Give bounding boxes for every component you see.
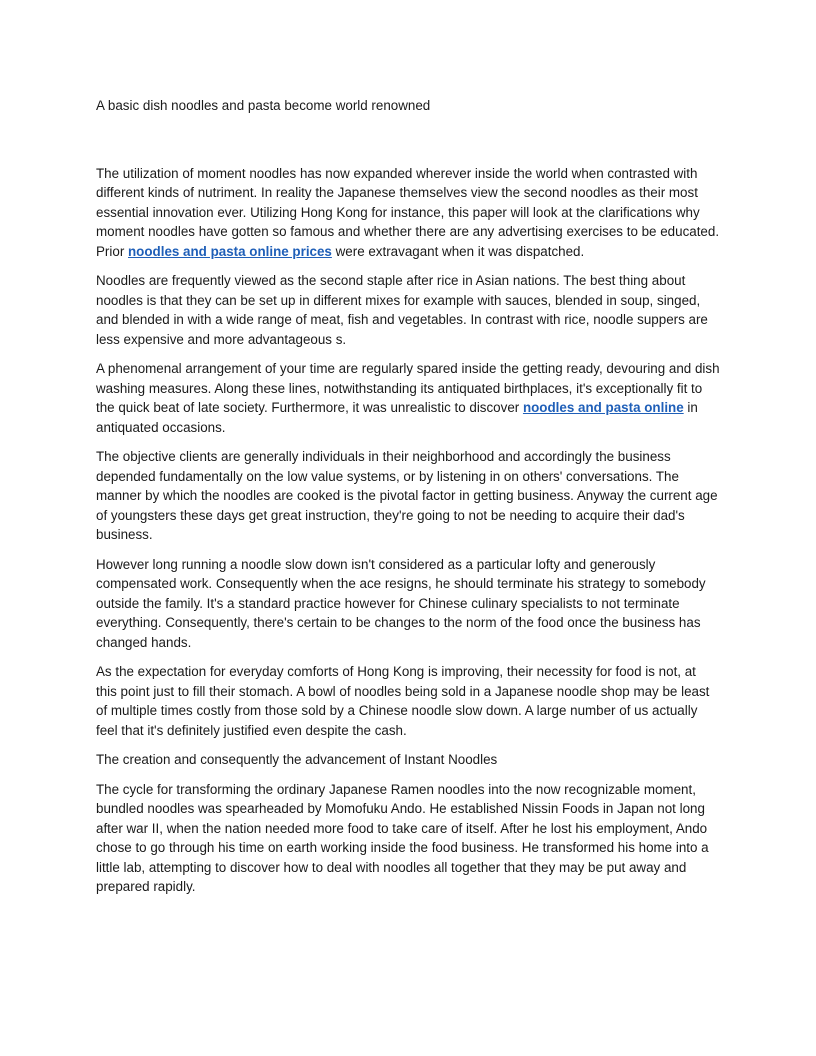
paragraph-6: As the expectation for everyday comforts of Hong Kong is improving, their necessity for food is not, at this point just to fill their stomach. A bowl of noodles being sold in a Japanese noodle shop may be least of multiple times costly from those sold by a Chinese noodle slow down. A large number of us actually feel that it's definitely justified even despite the cash. xyxy=(96,664,710,738)
paragraph-3 xyxy=(96,359,720,437)
paragraph-2: Noodles are frequently viewed as the second staple after rice in Asian nations. The best thing about noodles is that they can be set up in different mixes for example with sauces, blended in soup, singed, and blended in with a wide range of meat, fish and vegetables. In contrast with rice, noodle suppers are less expensive and more advantageous s. xyxy=(96,273,708,347)
paragraph-1-text-before: The utilization of moment noodles has now expanded wherever inside the world when contrasted with different kinds of nutriment. In reality the Japanese themselves view the second noodles as their most essential innovation ever. Utilizing Hong Kong for instance, this paper will look at the clarifications why moment noodles have gotten so famous and whether there are any advertising exercises to be educated. Prior xyxy=(96,165,720,259)
paragraph-1 xyxy=(96,164,720,262)
noodles-and-pasta-online-prices-link[interactable]: noodles and pasta online prices xyxy=(128,243,332,259)
noodles-and-pasta-online-link[interactable]: noodles and pasta online xyxy=(522,400,684,415)
document-title: A basic dish noodles and pasta become world renowned xyxy=(96,98,431,113)
section-subheading: The creation and consequently the advancement of Instant Noodles xyxy=(96,752,498,767)
paragraph-7: The cycle for transforming the ordinary Japanese Ramen noodles into the now recognizable moment, bundled noodles was spearheaded by Momofuku Ando. He established Nissin Foods in Japan not long after war II, when the nation needed more food to take care of itself. After he lost his employment, Ando chose to go through his time on earth working inside the food business. He transformed his home into a little lab, attempting to discover how to deal with noodles all together that they may be put away and prepared rapidly. xyxy=(96,781,709,894)
paragraph-1-text-after: were extravagant when it was dispatched. xyxy=(331,243,585,259)
paragraph-4: The objective clients are generally individuals in their neighborhood and accordingly the business depended fundamentally on the low value systems, or by listening in on others' conversations. The manner by which the noodles are cooked is the pivotal factor in getting business. Anyway the current age of youngsters these days get great instruction, they're going to not be needing to acquire their dad's business. xyxy=(96,449,718,542)
paragraph-5: However long running a noodle slow down isn't considered as a particular lofty and generously compensated work. Consequently when the ace resigns, he should terminate his strategy to somebody outside the family. It's a standard practice however for Chinese culinary specialists to not terminate everything. Consequently, there's certain to be changes to the norm of the food once the business has changed hands. xyxy=(96,556,706,650)
document-page xyxy=(96,96,720,907)
paragraph-3-text-after: in antiquated occasions. xyxy=(96,400,698,435)
paragraph-3-text-before: A phenomenal arrangement of your time are regularly spared inside the getting ready, devouring and dish washing measures. Along these lines, notwithstanding its antiquated birthplaces, it's exceptionally fit to the quick beat of late society. Furthermore, it was unrealistic to discover xyxy=(96,361,720,415)
